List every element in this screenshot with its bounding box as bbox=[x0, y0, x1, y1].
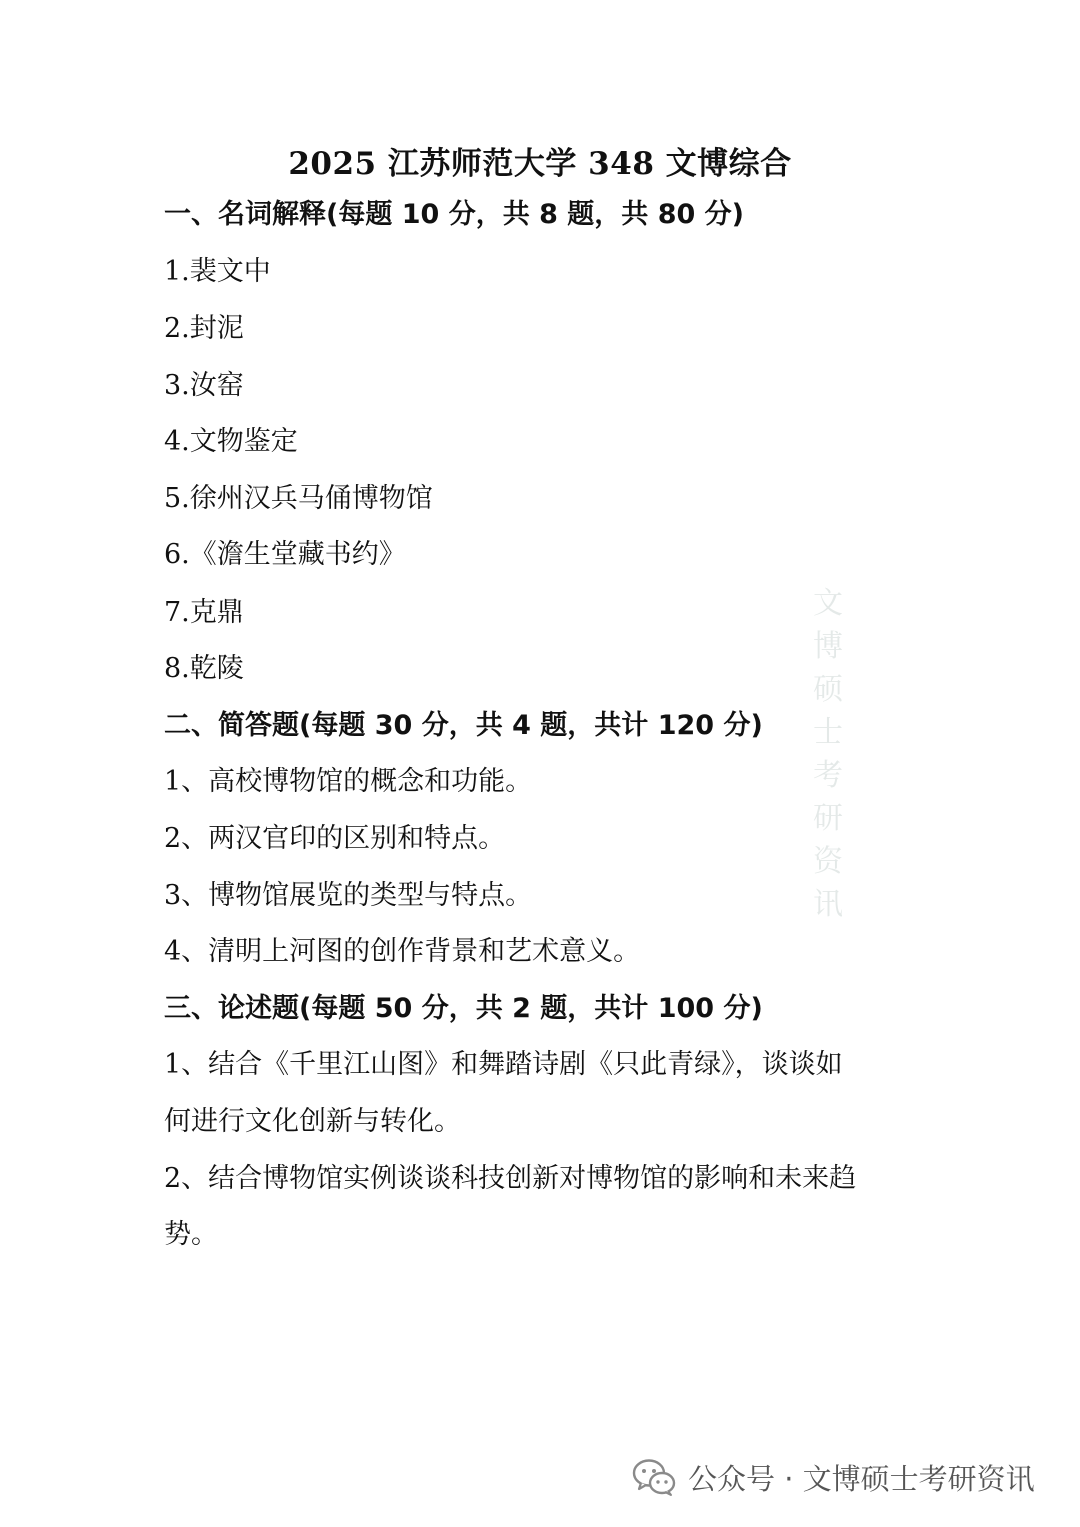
section1-item: 5.徐州汉兵马俑博物馆 bbox=[164, 483, 433, 514]
exam-title: 2025 江苏师范大学 348 文博综合 bbox=[288, 146, 792, 182]
wechat-icon bbox=[632, 1457, 676, 1497]
watermark-char: 博 bbox=[813, 629, 843, 664]
section2-item: 2、两汉官印的区别和特点。 bbox=[164, 823, 506, 854]
section1-heading: 一、名词解释(每题 10 分，共 8 题，共 80 分) bbox=[164, 199, 745, 230]
watermark-char: 讯 bbox=[813, 887, 843, 922]
section3-item: 1、结合《千里江山图》和舞踏诗剧《只此青绿》，谈谈如 bbox=[164, 1049, 843, 1080]
watermark-char: 文 bbox=[813, 586, 843, 621]
section3-item: 何进行文化创新与转化。 bbox=[164, 1106, 461, 1137]
section1-item: 1.裴文中 bbox=[164, 256, 271, 287]
watermark-char: 资 bbox=[813, 844, 843, 879]
wechat-account-footer bbox=[632, 1452, 1035, 1502]
section1-item: 8.乾陵 bbox=[164, 653, 244, 684]
section3-item: 2、结合博物馆实例谈谈科技创新对博物馆的影响和未来趋 bbox=[164, 1163, 857, 1194]
section2-item: 1、高校博物馆的概念和功能。 bbox=[164, 766, 533, 797]
vertical-watermark bbox=[808, 582, 848, 926]
section2-heading: 二、简答题(每题 30 分，共 4 题，共计 120 分) bbox=[164, 710, 763, 741]
watermark-char: 士 bbox=[813, 715, 843, 750]
section1-item: 3.汝窑 bbox=[164, 370, 244, 401]
section1-item: 2.封泥 bbox=[164, 313, 244, 344]
watermark-char: 硕 bbox=[813, 672, 843, 707]
section3-heading: 三、论述题(每题 50 分，共 2 题，共计 100 分) bbox=[164, 993, 763, 1024]
section3-item: 势。 bbox=[164, 1219, 218, 1250]
section2-item: 4、清明上河图的创作背景和艺术意义。 bbox=[164, 936, 641, 967]
section2-item: 3、博物馆展览的类型与特点。 bbox=[164, 880, 533, 911]
watermark-char: 考 bbox=[813, 758, 843, 793]
watermark-char: 研 bbox=[813, 801, 843, 836]
section1-item: 7.克鼎 bbox=[164, 597, 244, 628]
footer-text: 公众号 · 文博硕士考研资讯 bbox=[688, 1461, 1035, 1496]
section1-item: 6.《澹生堂藏书约》 bbox=[164, 539, 406, 570]
section1-item: 4.文物鉴定 bbox=[164, 426, 298, 457]
